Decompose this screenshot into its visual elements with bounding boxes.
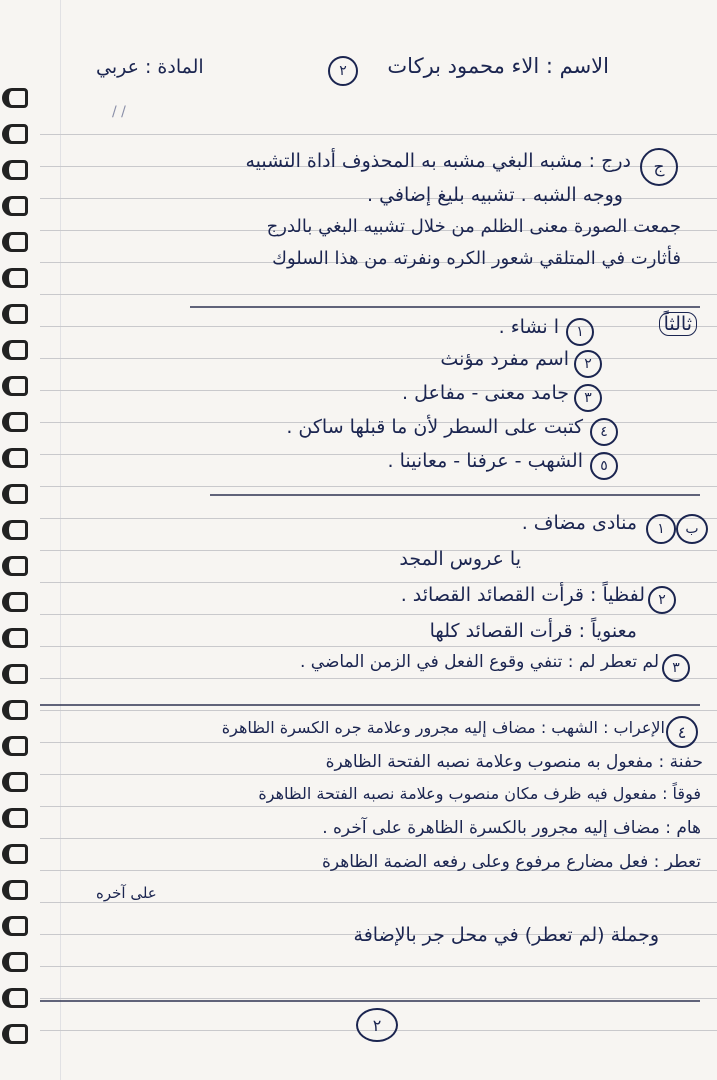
spiral-ring xyxy=(2,232,28,252)
spiral-ring xyxy=(2,304,28,324)
item-number: ٤ xyxy=(590,418,618,446)
section-j-line: جمعت الصورة معنى الظلم من خلال تشبيه البغي بالدرج xyxy=(266,216,681,237)
section-divider xyxy=(210,494,700,496)
spiral-ring xyxy=(2,484,28,504)
section-4-line: هام : مضاف إليه مجرور بالكسرة الظاهرة على آخره . xyxy=(322,818,701,838)
thalithan-item-text: الشهب - عرفنا - معانينا . xyxy=(387,450,583,472)
ruled-line xyxy=(40,838,717,839)
student-name: الاسم : الاء محمود بركات xyxy=(387,54,609,78)
spiral-ring xyxy=(2,736,28,756)
section-b-marker: ب xyxy=(676,514,708,544)
footer-rule xyxy=(40,1000,700,1002)
ruled-line xyxy=(40,550,717,551)
section-j-marker: ج xyxy=(640,148,678,186)
ruled-line xyxy=(40,774,717,775)
ruled-line xyxy=(40,966,717,967)
ruled-line xyxy=(40,582,717,583)
ruled-line xyxy=(40,326,717,327)
section-4-line: وجملة (لم تعطر) في محل جر بالإضافة xyxy=(353,924,659,946)
section-4-line: تعطر : فعل مضارع مرفوع وعلى رفعه الضمة الظاهرة xyxy=(321,852,701,872)
spiral-ring xyxy=(2,916,28,936)
subject-label: المادة : عربي xyxy=(96,56,204,78)
ruled-line xyxy=(40,806,717,807)
ruled-line xyxy=(40,294,717,295)
ruled-line xyxy=(40,742,717,743)
section-j-line: درج : مشبه البغي مشبه به المحذوف أداة التشبيه xyxy=(245,150,631,172)
spiral-ring xyxy=(2,880,28,900)
thalithan-item-text: كتبت على السطر لأن ما قبلها ساكن . xyxy=(286,416,583,438)
spiral-ring xyxy=(2,664,28,684)
ruled-line xyxy=(40,678,717,679)
ruled-line xyxy=(40,646,717,647)
spiral-ring xyxy=(2,448,28,468)
item-number: ٢ xyxy=(574,350,602,378)
section-j-line: فأثارت في المتلقي شعور الكره ونفرته من هذا السلوك xyxy=(272,248,681,269)
section-b-text: معنوياً : قرأت القصائد كلها xyxy=(429,620,637,642)
item-number: ٣ xyxy=(574,384,602,412)
spiral-ring xyxy=(2,376,28,396)
item-number: ٥ xyxy=(590,452,618,480)
section-4-marker: ٤ xyxy=(666,716,698,748)
thalithan-item-text: اسم مفرد مؤنث xyxy=(440,348,569,370)
ruled-line xyxy=(40,486,717,487)
ruled-line xyxy=(40,902,717,903)
item-number: ٢ xyxy=(648,586,676,614)
spiral-ring xyxy=(2,844,28,864)
spiral-ring xyxy=(2,988,28,1008)
spiral-ring xyxy=(2,808,28,828)
spiral-ring xyxy=(2,556,28,576)
item-number: ١ xyxy=(566,318,594,346)
ruled-line xyxy=(40,998,717,999)
ruled-line xyxy=(40,614,717,615)
spiral-ring xyxy=(2,592,28,612)
section-4-line: فوقاً : مفعول فيه ظرف مكان منصوب وعلامة نصبه الفتحة الظاهرة xyxy=(258,784,701,803)
item-number: ٣ xyxy=(662,654,690,682)
spiral-ring xyxy=(2,772,28,792)
section-b-text: منادى مضاف . xyxy=(521,512,637,534)
section-divider xyxy=(190,306,700,308)
item-number: ١ xyxy=(646,514,676,544)
ruled-line xyxy=(40,134,717,135)
section-4-line: حفنة : مفعول به منصوب وعلامة نصبه الفتحة الظاهرة xyxy=(325,752,703,772)
spiral-ring xyxy=(2,124,28,144)
spiral-ring xyxy=(2,952,28,972)
spiral-ring xyxy=(2,520,28,540)
ruled-line xyxy=(40,358,717,359)
spiral-ring xyxy=(2,268,28,288)
ruled-line xyxy=(40,454,717,455)
spiral-ring xyxy=(2,196,28,216)
ruled-line xyxy=(40,710,717,711)
section-b-text: لفظياً : قرأت القصائد القصائد . xyxy=(400,584,645,606)
date-field: / / xyxy=(112,104,126,120)
ruled-line xyxy=(40,390,717,391)
section-b-text: يا عروس المجد xyxy=(399,548,521,570)
margin-line xyxy=(60,0,61,1080)
thalithan-item-text: ا نشاء . xyxy=(498,316,559,338)
section-4-line: الإعراب : الشهب : مضاف إليه مجرور وعلامة جره الكسرة الظاهرة xyxy=(221,718,665,737)
spiral-ring xyxy=(2,1024,28,1044)
section-thalithan-heading: ثالثاً xyxy=(659,312,697,336)
spiral-ring xyxy=(2,628,28,648)
header-page-circle: ٢ xyxy=(328,56,358,86)
section-divider xyxy=(40,704,700,706)
spiral-ring xyxy=(2,88,28,108)
section-4-line: على آخره xyxy=(96,884,157,902)
section-b-text: لم تعطر لم : تنفي وقوع الفعل في الزمن الماضي . xyxy=(299,652,659,672)
spiral-ring xyxy=(2,340,28,360)
spiral-ring xyxy=(2,412,28,432)
section-j-line: ووجه الشبه . تشبيه بليغ إضافي . xyxy=(367,184,623,206)
thalithan-item-text: جامد معنى - مفاعل . xyxy=(402,382,569,404)
spiral-ring xyxy=(2,700,28,720)
page-number: ٢ xyxy=(356,1008,398,1042)
spiral-ring xyxy=(2,160,28,180)
